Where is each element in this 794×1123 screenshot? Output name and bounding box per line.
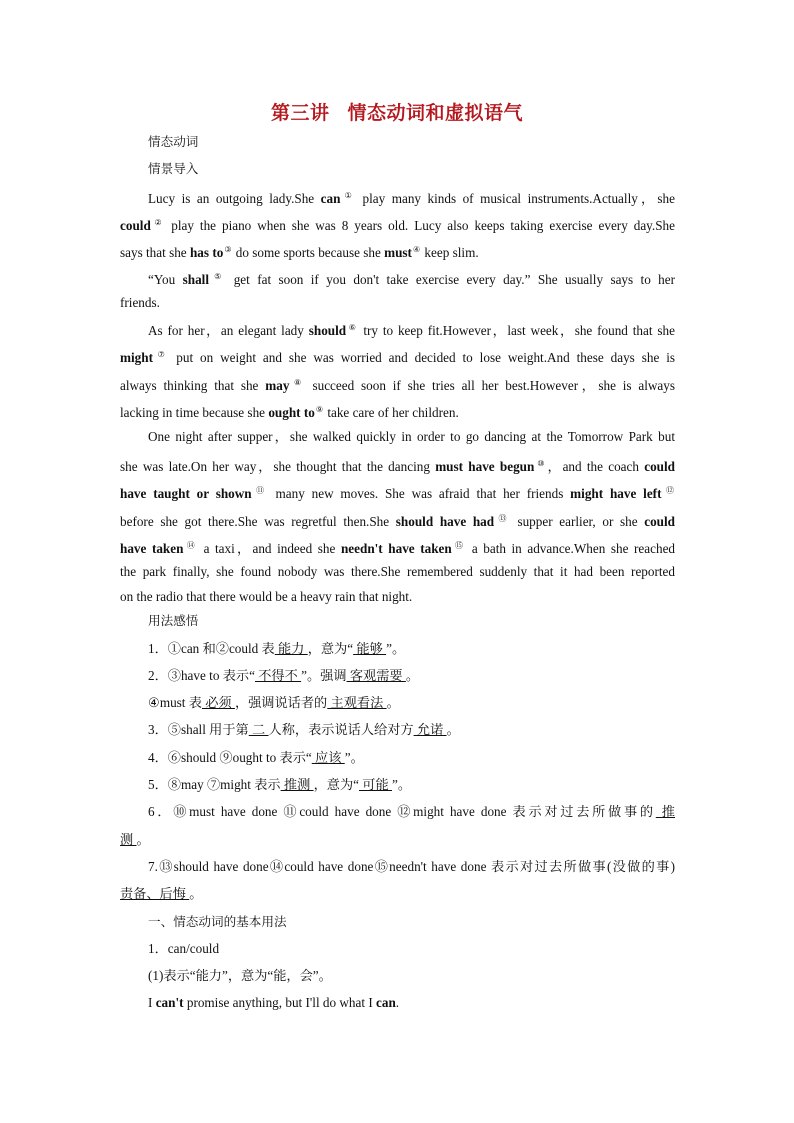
answer-blank: 责备、后悔	[120, 886, 190, 901]
passage-line: lacking in time because she ought to⑨ take care of her children.	[120, 405, 459, 420]
title-lecture-number: 第三讲	[270, 102, 330, 124]
usage-item: 7.⑬should have done⑭could have done⑮needn't have done 表示对过去所做事(没做的事)	[148, 859, 675, 874]
answer-blank: 客观需要	[346, 668, 406, 683]
passage-line: she was late.On her way，she thought that the dancing must have begun⑩，and the coach could	[120, 459, 676, 474]
passage-line: friends.	[120, 295, 160, 310]
usage-heading: 用法感悟	[148, 613, 199, 628]
page-title	[0, 98, 794, 125]
passage-line: the park finally, she found nobody was there.She remembered suddenly that it had been reported	[120, 564, 675, 579]
answer-blank: 能够	[353, 641, 387, 656]
usage-item-cont: 责备、后悔 。	[120, 886, 203, 901]
passage-line: before she got there.She was regretful then.She should have had⑬ supper earlier, or she could	[120, 514, 675, 529]
usage-item: ④must 表 必须 ，强调说话者的 主观看法 。	[148, 695, 400, 710]
passage-line: might⑦ put on weight and she was worried and decided to lose weight.And these days she is	[120, 350, 675, 365]
passage-line: As for her，an elegant lady should⑥ try to keep fit.However，last week，she found that she	[148, 323, 675, 338]
answer-blank: 可能	[359, 777, 392, 792]
usage-item: 6．⑩must have done ⑪could have done ⑫might have done 表示对过去所做事的 推	[148, 804, 675, 819]
usage-point: (1)表示“能力”，意为“能，会”。	[148, 968, 332, 983]
usage-item: 5．⑧may ⑦might 表示 推测 ，意为“ 可能 ”。	[148, 777, 412, 792]
answer-blank: 二	[248, 722, 269, 737]
answer-blank: 必须	[201, 695, 235, 710]
answer-blank: 允诺	[413, 722, 447, 737]
section-heading-scene-intro: 情景导入	[148, 161, 199, 176]
passage-line: on the radio that there would be a heavy rain that night.	[120, 589, 413, 604]
answer-blank: 推测	[280, 777, 314, 792]
title-topic: 情态动词和虚拟语气	[347, 102, 524, 124]
usage-item: 4．⑥should ⑨ought to 表示“ 应该 ”。	[148, 750, 364, 765]
passage-line: “You shall⑤ get fat soon if you don't take exercise every day.” She usually says to her	[148, 272, 675, 287]
passage-line: Lucy is an outgoing lady.She can① play many kinds of musical instruments.Actually，she	[148, 191, 676, 206]
answer-blank: 测	[120, 832, 137, 847]
usage-item: 2．③have to 表示“ 不得不 ”。强调 客观需要 。	[148, 668, 420, 683]
answer-blank: 应该	[311, 750, 345, 765]
passage-line: have taught or shown⑪ many new moves. She was afraid that her friends might have left⑫	[120, 486, 674, 501]
section-heading-basic-usage: 一、情态动词的基本用法	[148, 914, 287, 929]
passage-line: always thinking that she may⑧ succeed soon if she tries all her best.However，she is always	[120, 378, 676, 393]
section-heading-modal-verbs: 情态动词	[148, 134, 199, 149]
usage-item-cont: 测 。	[120, 832, 150, 847]
subheading-can-could: 1．can/could	[148, 941, 220, 956]
usage-item: 1．①can 和②could 表 能力 ，意为“ 能够 ”。	[148, 641, 406, 656]
answer-blank: 推	[655, 804, 675, 819]
answer-blank: 主观看法	[327, 695, 387, 710]
answer-blank: 不得不	[254, 668, 302, 683]
passage-line: One night after supper，she walked quickly in order to go dancing at the Tomorrow Park but	[148, 429, 675, 444]
passage-line: have taken⑭ a taxi，and indeed she needn't have taken⑮ a bath in advance.When she reached	[120, 541, 676, 556]
passage-line: says that she has to③ do some sports because she must④ keep slim.	[120, 245, 479, 260]
usage-item: 3．⑤shall 用于第 二 人称，表示说话人给对方 允诺 。	[148, 722, 460, 737]
passage-line: could② play the piano when she was 8 years old. Lucy also keeps taking exercise every day.She	[120, 218, 676, 233]
example-sentence: I can't promise anything, but I'll do what I can.	[148, 995, 400, 1010]
answer-blank: 能力	[274, 641, 308, 656]
